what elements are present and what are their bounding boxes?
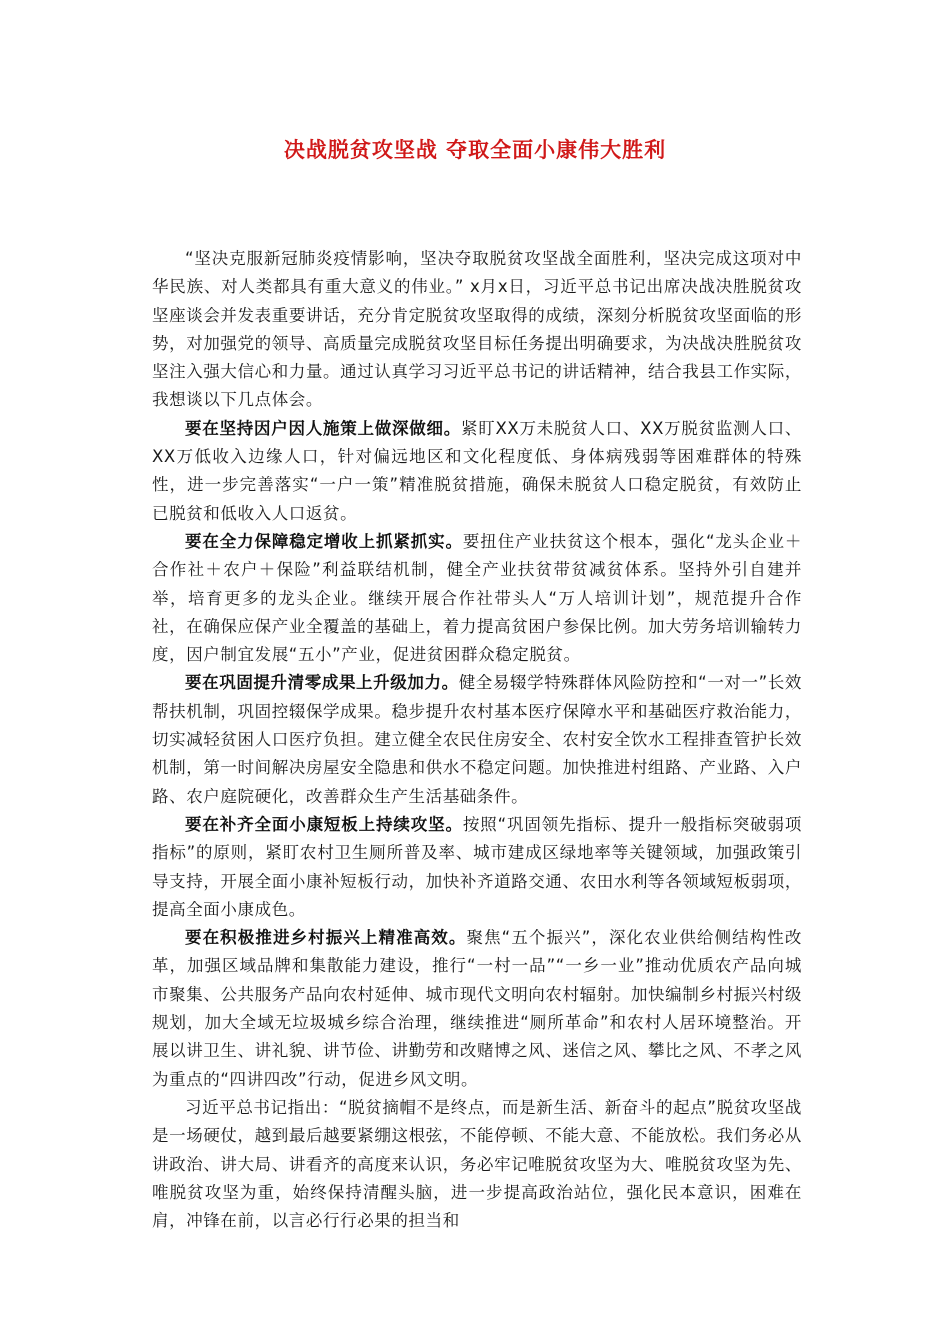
paragraph-conclusion bbox=[152, 1094, 802, 1235]
paragraph-heading: 要在坚持因户因人施策上做深做细。 bbox=[185, 418, 461, 438]
paragraph-point-4 bbox=[152, 811, 802, 924]
paragraph-text: 聚焦“五个振兴”，深化农业供给侧结构性改革，加强区域品牌和集散能力建设，推行“一村一品”“一乡一业”推动优质农产品向城市聚集、公共服务产品向农村延伸、城市现代文明向农村辐射。加快编制乡村振兴村级规划，加大全域无垃圾城乡综合治理，继续推进“厕所革命”和农村人居环境整治。开展以讲卫生、讲礼貌、讲节俭、讲勤劳和改赌博之风、迷信之风、攀比之风、不孝之风为重点的“四讲四改”行动，促进乡风文明。 bbox=[152, 928, 802, 1089]
paragraph-point-1 bbox=[152, 415, 802, 528]
paragraph-heading: 要在积极推进乡村振兴上精准高效。 bbox=[185, 928, 467, 948]
paragraph-text: 健全易辍学特殊群体风险防控和“一对一”长效帮扶机制，巩固控辍保学成果。稳步提升农村基本医疗保障水平和基础医疗救治能力，切实减轻贫困人口医疗负担。建立健全农民住房安全、农村安全饮水工程排查管护长效机制，第一时间解决房屋安全隐患和供水不稳定问题。加快推进村组路、产业路、入户路、农户庭院硬化，改善群众生产生活基础条件。 bbox=[152, 673, 802, 806]
paragraph-heading: 要在补齐全面小康短板上持续攻坚。 bbox=[185, 814, 463, 834]
paragraph-heading: 要在全力保障稳定增收上抓紧抓实。 bbox=[185, 531, 463, 551]
paragraph-text: 习近平总书记指出：“脱贫摘帽不是终点，而是新生活、新奋斗的起点”脱贫攻坚战是一场硬仗，越到最后越要紧绷这根弦，不能停顿、不能大意、不能放松。我们务必从讲政治、讲大局、讲看齐的高度来认识，务必牢记唯脱贫攻坚为大、唯脱贫攻坚为先、唯脱贫攻坚为重，始终保持清醒头脑，进一步提高政治站位，强化民本意识，困难在肩，冲锋在前，以言必行行必果的担当和 bbox=[152, 1097, 802, 1231]
paragraph-text: 按照“巩固领先指标、提升一般指标突破弱项指标”的原则，紧盯农村卫生厕所普及率、城市建成区绿地率等关键领域，加强政策引导支持，开展全面小康补短板行动，加快补齐道路交通、农田水利等各领域短板弱项，提高全面小康成色。 bbox=[152, 814, 802, 919]
paragraph-intro bbox=[152, 245, 802, 415]
paragraph-point-3 bbox=[152, 669, 802, 810]
document-title: 决战脱贫攻坚战 夺取全面小康伟大胜利 bbox=[283, 138, 667, 162]
paragraph-point-2 bbox=[152, 528, 802, 669]
paragraph-text: 要扭住产业扶贫这个根本，强化“龙头企业＋合作社＋农户＋保险”利益联结机制，健全产业扶贫带贫减贫体系。坚持外引自建并举，培育更多的龙头企业。继续开展合作社带头人“万人培训计划”，规范提升合作社，在确保应保产业全覆盖的基础上，着力提高贫困户参保比例。加大劳务培训输转力度，因户制宜发展“五小”产业，促进贫困群众稳定脱贫。 bbox=[152, 531, 802, 665]
paragraph-point-5 bbox=[152, 924, 802, 1094]
paragraph-text: “坚决克服新冠肺炎疫情影响，坚决夺取脱贫攻坚战全面胜利，坚决完成这项对中华民族、对人类都具有重大意义的伟业。” x月x日，习近平总书记出席决战决胜脱贫攻坚座谈会并发表重要讲话，充分肯定脱贫攻坚取得的成绩，深刻分析脱贫攻坚面临的形势，对加强党的领导、高质量完成脱贫攻坚目标任务提出明确要求，为决战决胜脱贫攻坚注入强大信心和力量。通过认真学习习近平总书记的讲话精神，结合我县工作实际，我想谈以下几点体会。 bbox=[152, 249, 802, 410]
document-body bbox=[152, 245, 802, 1235]
paragraph-heading: 要在巩固提升清零成果上升级加力。 bbox=[185, 673, 459, 693]
paragraph-text: 紧盯XX万未脱贫人口、XX万脱贫监测人口、XX万低收入边缘人口，针对偏远地区和文化程度低、身体病残弱等困难群体的特殊性，进一步完善落实“一户一策”精准脱贫措施，确保未脱贫人口稳定脱贫，有效防止已脱贫和低收入人口返贫。 bbox=[152, 418, 802, 523]
